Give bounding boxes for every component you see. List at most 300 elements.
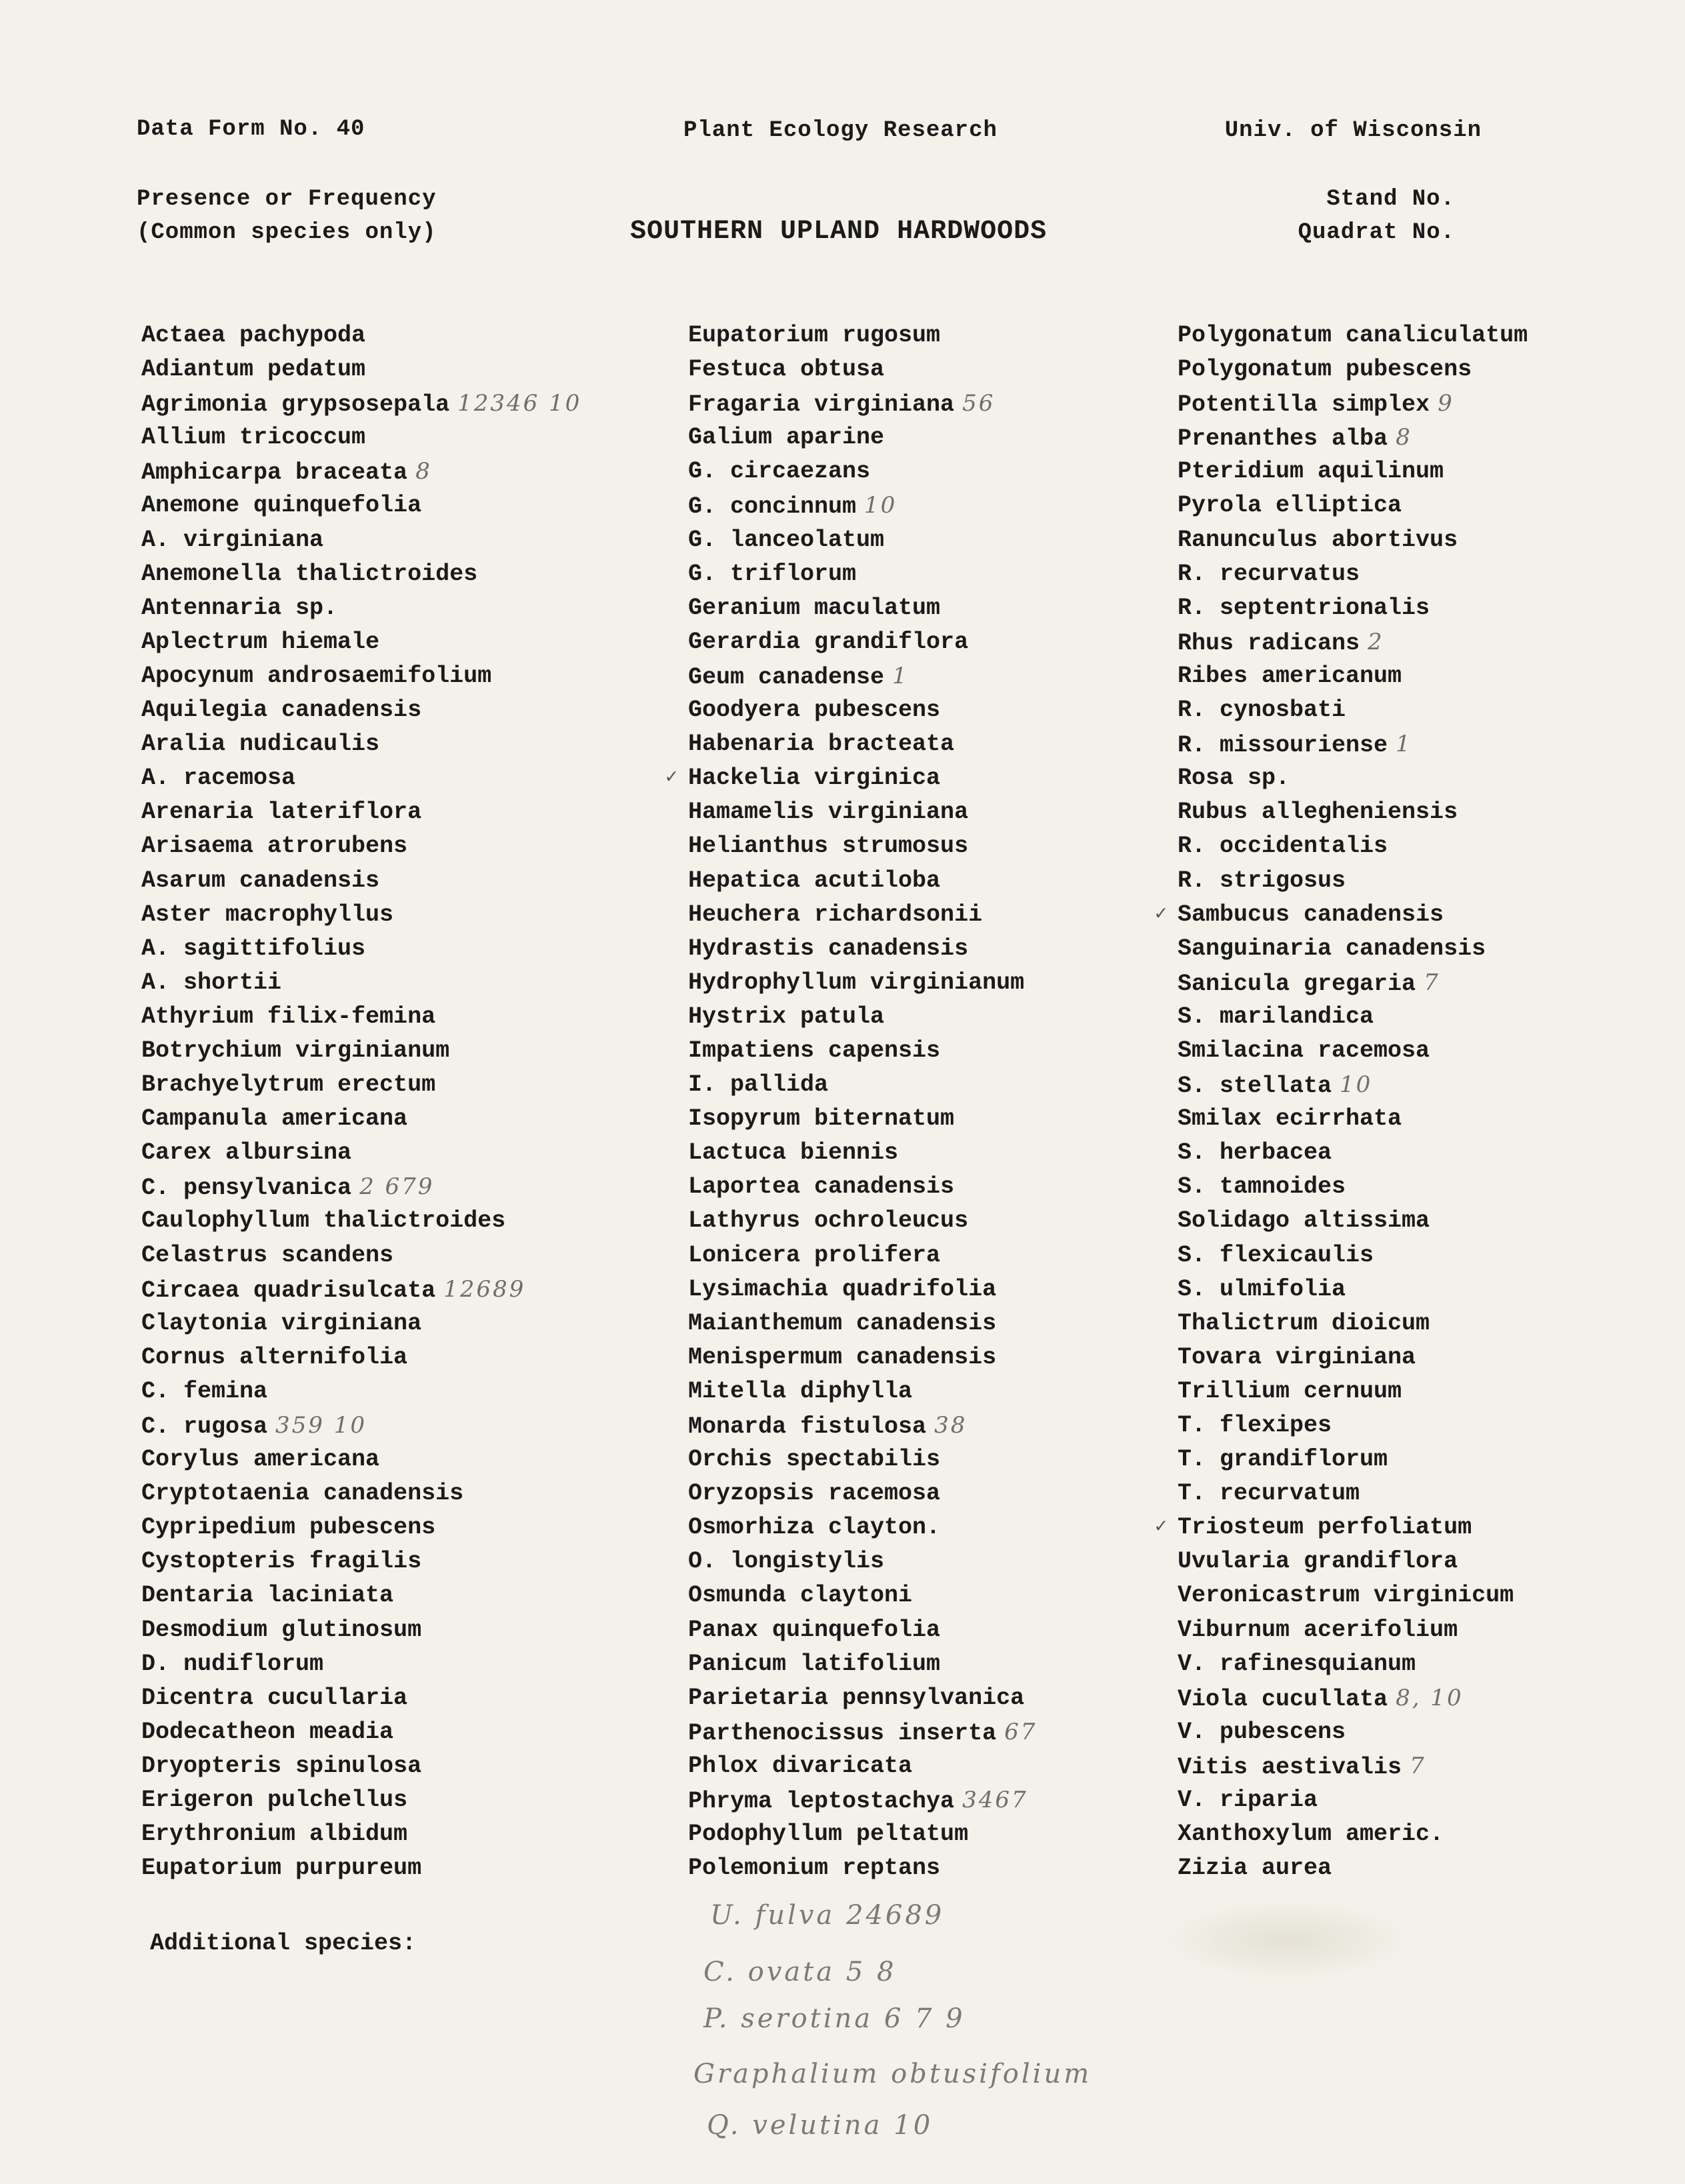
- species-name: Antennaria sp.: [141, 594, 338, 621]
- species-name: Fragaria virginiana: [688, 391, 955, 419]
- handwritten-quadrat-note: 2 679: [359, 1173, 435, 1201]
- species-row: [688, 1273, 1037, 1307]
- species-row: [688, 1851, 1037, 1885]
- species-row: [688, 1204, 1037, 1238]
- species-name: R. recurvatus: [1178, 560, 1360, 587]
- species-row: [688, 1307, 1037, 1341]
- species-row: [141, 1375, 581, 1409]
- species-name: Gerardia grandiflora: [688, 628, 969, 655]
- species-name: Galium aparine: [688, 424, 885, 451]
- species-name: S. flexicaulis: [1178, 1241, 1374, 1269]
- species-name: Polemonium reptans: [688, 1855, 941, 1882]
- species-name: Panicum latifolium: [688, 1650, 941, 1677]
- species-name: Cypripedium pubescens: [141, 1514, 436, 1541]
- species-name: Botrychium virginianum: [141, 1037, 450, 1064]
- species-name: R. cynosbati: [1178, 697, 1346, 724]
- species-row: [688, 1545, 1037, 1579]
- species-row: [1178, 1579, 1528, 1613]
- species-name: C. femina: [141, 1377, 268, 1405]
- species-name: Habenaria bracteata: [688, 731, 955, 758]
- species-row: [1178, 1204, 1528, 1238]
- species-name: Aster macrophyllus: [141, 901, 394, 928]
- species-name: Arisaema atrorubens: [141, 833, 408, 860]
- species-row: [1178, 591, 1528, 625]
- species-name: Allium tricoccum: [141, 424, 366, 451]
- species-row: [1178, 353, 1528, 387]
- species-row: [1178, 1613, 1528, 1647]
- species-name: T. recurvatum: [1178, 1480, 1360, 1507]
- species-row: [688, 1477, 1037, 1511]
- handwritten-quadrat-note: 10: [864, 492, 898, 519]
- species-name: Cornus alternifolia: [141, 1343, 408, 1371]
- species-row: [688, 659, 1037, 693]
- species-name: Desmodium glutinosum: [141, 1616, 422, 1643]
- species-row: [688, 1239, 1037, 1273]
- species-row: [141, 898, 581, 932]
- handwritten-quadrat-note: 38: [934, 1412, 968, 1439]
- handwritten-quadrat-note: 8, 10: [1396, 1684, 1464, 1711]
- handwritten-quadrat-note: 56: [962, 390, 996, 417]
- species-name: Hepatica acutiloba: [688, 867, 941, 894]
- species-row: [141, 1477, 581, 1511]
- species-row: [1178, 932, 1528, 966]
- handwritten-quadrat-note: 359 10: [275, 1412, 367, 1439]
- species-row: [688, 693, 1037, 727]
- species-row: [688, 387, 1037, 421]
- species-name: Oryzopsis racemosa: [688, 1480, 941, 1507]
- species-name: Adiantum pedatum: [141, 356, 366, 383]
- species-name: Polygonatum canaliculatum: [1178, 322, 1528, 349]
- species-row: [688, 898, 1037, 932]
- species-name: Rosa sp.: [1178, 765, 1290, 792]
- species-name: Mitella diphylla: [688, 1377, 913, 1405]
- species-row: [688, 1068, 1037, 1102]
- species-row: [141, 1715, 581, 1749]
- species-name: Smilax ecirrhata: [1178, 1105, 1402, 1133]
- species-row: [141, 523, 581, 557]
- species-name: Hydrophyllum virginianum: [688, 969, 1025, 996]
- species-row: [141, 1034, 581, 1068]
- species-row: [141, 1545, 581, 1579]
- species-row: [1178, 761, 1528, 795]
- species-name: Hamamelis virginiana: [688, 799, 969, 826]
- species-name: Corylus americana: [141, 1446, 380, 1473]
- species-row: [141, 1068, 581, 1102]
- species-name: Isopyrum biternatum: [688, 1105, 955, 1133]
- measure-line-1: Presence or Frequency: [137, 187, 437, 212]
- species-name: Osmorhiza clayton.: [688, 1514, 941, 1541]
- species-row: [1178, 1409, 1528, 1443]
- species-row: [1178, 864, 1528, 898]
- species-name: Viburnum acerifolium: [1178, 1616, 1458, 1643]
- species-row: [141, 489, 581, 523]
- species-row: [141, 1409, 581, 1443]
- species-row: [688, 1817, 1037, 1851]
- species-row: [1178, 421, 1528, 455]
- species-row: [141, 1511, 581, 1545]
- species-name: Anemone quinquefolia: [141, 492, 422, 519]
- handwritten-quadrat-note: 7: [1424, 969, 1440, 996]
- species-row: [688, 864, 1037, 898]
- species-name: G. triflorum: [688, 560, 857, 587]
- species-row: [141, 557, 581, 591]
- species-row: [141, 319, 581, 353]
- species-name: Hackelia virginica: [688, 765, 941, 792]
- species-row: [141, 1307, 581, 1341]
- species-row: [688, 1681, 1037, 1715]
- species-name: Triosteum perfoliatum: [1178, 1514, 1472, 1541]
- species-row: [688, 1034, 1037, 1068]
- species-row: [141, 591, 581, 625]
- project-name: Plant Ecology Research: [683, 118, 998, 143]
- species-name: Lactuca biennis: [688, 1139, 899, 1167]
- species-row: [1178, 693, 1528, 727]
- species-name: Dryopteris spinulosa: [141, 1752, 422, 1779]
- handwritten-species-5: Q. velutina 10: [707, 2110, 934, 2141]
- measure-line-2: (Common species only): [137, 220, 437, 245]
- form-number: Data Form No. 40: [137, 117, 365, 142]
- species-name: Ranunculus abortivus: [1178, 526, 1458, 553]
- species-name: S. herbacea: [1178, 1139, 1332, 1167]
- species-row: [688, 1613, 1037, 1647]
- species-row: [141, 727, 581, 761]
- species-name: G. lanceolatum: [688, 526, 885, 553]
- species-name: Caulophyllum thalictroides: [141, 1207, 506, 1235]
- species-name: Menispermum canadensis: [688, 1343, 997, 1371]
- species-name: Dodecatheon meadia: [141, 1718, 394, 1745]
- species-row: [1155, 1511, 1528, 1545]
- species-name: Heuchera richardsonii: [688, 901, 983, 928]
- handwritten-quadrat-note: 9: [1438, 390, 1454, 417]
- species-name: Pyrola elliptica: [1178, 492, 1402, 519]
- species-row: [1178, 1647, 1528, 1681]
- handwritten-quadrat-note: 8: [1396, 424, 1412, 451]
- species-name: Erigeron pulchellus: [141, 1787, 408, 1814]
- species-name: A. racemosa: [141, 765, 296, 792]
- species-name: Apocynum androsaemifolium: [141, 662, 492, 689]
- species-row: [1178, 387, 1528, 421]
- species-row: [688, 1749, 1037, 1783]
- species-name: Goodyera pubescens: [688, 697, 941, 724]
- species-row: [688, 489, 1037, 523]
- species-row: [1178, 1341, 1528, 1375]
- species-name: S. tamnoides: [1178, 1173, 1346, 1201]
- species-name: Amphicarpa braceata: [141, 459, 408, 487]
- species-row: [1178, 319, 1528, 353]
- handwritten-quadrat-note: 2: [1368, 628, 1384, 655]
- species-name: Polygonatum pubescens: [1178, 356, 1472, 383]
- species-row: [1178, 1851, 1528, 1885]
- species-name: Claytonia virginiana: [141, 1309, 422, 1337]
- species-name: Vitis aestivalis: [1178, 1753, 1402, 1781]
- species-name: Hystrix patula: [688, 1003, 885, 1030]
- species-name: Smilacina racemosa: [1178, 1037, 1430, 1064]
- stand-number-label: Stand No.: [1326, 187, 1455, 212]
- handwritten-quadrat-note: 67: [1004, 1718, 1038, 1745]
- species-row: [141, 1204, 581, 1238]
- species-row: [688, 455, 1037, 489]
- species-name: C. rugosa: [141, 1413, 268, 1440]
- species-row: [688, 1102, 1037, 1136]
- species-row: [1178, 1715, 1528, 1749]
- species-name: Thalictrum dioicum: [1178, 1309, 1430, 1337]
- species-name: T. grandiflorum: [1178, 1446, 1388, 1473]
- species-row: [141, 1000, 581, 1034]
- species-name: Rhus radicans: [1178, 629, 1360, 657]
- species-row: [688, 353, 1037, 387]
- species-name: Aplectrum hiemale: [141, 628, 380, 655]
- species-row: [141, 932, 581, 966]
- species-row: [141, 625, 581, 659]
- species-row: [688, 966, 1037, 1000]
- species-row: [1178, 1681, 1528, 1715]
- species-name: A. virginiana: [141, 526, 324, 553]
- species-name: Impatiens capensis: [688, 1037, 941, 1064]
- species-name: G. concinnum: [688, 493, 857, 521]
- species-name: Brachyelytrum erectum: [141, 1071, 436, 1099]
- species-row: [688, 795, 1037, 829]
- handwritten-quadrat-note: 1: [892, 662, 909, 689]
- species-row: [141, 864, 581, 898]
- species-row: [141, 455, 581, 489]
- species-row: [1178, 1783, 1528, 1817]
- species-row: [665, 761, 1037, 795]
- species-name: Podophyllum peltatum: [688, 1821, 969, 1848]
- species-name: I. pallida: [688, 1071, 829, 1099]
- species-name: V. rafinesquianum: [1178, 1650, 1416, 1677]
- handwritten-species-1: U. fulva 24689: [710, 1900, 945, 1931]
- additional-species-label: Additional species:: [150, 1930, 417, 1957]
- species-row: [141, 1136, 581, 1170]
- handwritten-quadrat-note: 1: [1396, 731, 1412, 758]
- species-name: Erythronium albidum: [141, 1821, 408, 1848]
- species-row: [688, 932, 1037, 966]
- species-name: Athyrium filix-femina: [141, 1003, 436, 1030]
- species-row: [141, 761, 581, 795]
- species-name: Pteridium aquilinum: [1178, 458, 1444, 485]
- handwritten-species-4: Graphalium obtusifolium: [693, 2059, 1092, 2089]
- species-row: [141, 387, 581, 421]
- species-row: [688, 829, 1037, 863]
- species-row: [141, 1647, 581, 1681]
- species-name: Dicentra cucullaria: [141, 1684, 408, 1711]
- species-name: Anemonella thalictroides: [141, 560, 478, 587]
- species-row: [1178, 1749, 1528, 1783]
- species-name: S. stellata: [1178, 1073, 1332, 1100]
- species-name: Phlox divaricata: [688, 1752, 913, 1779]
- species-row: [688, 1715, 1037, 1749]
- check-mark-icon: ✓: [1155, 1516, 1168, 1539]
- species-name: Potentilla simplex: [1178, 391, 1430, 419]
- species-name: Laportea canadensis: [688, 1173, 955, 1201]
- species-row: [1178, 557, 1528, 591]
- handwritten-quadrat-note: 10: [1340, 1071, 1373, 1099]
- species-row: [141, 1579, 581, 1613]
- species-row: [1178, 1170, 1528, 1204]
- species-row: [688, 1136, 1037, 1170]
- species-column-1: [141, 319, 581, 1885]
- species-row: [688, 1170, 1037, 1204]
- species-row: [141, 659, 581, 693]
- handwritten-quadrat-note: 7: [1410, 1752, 1426, 1779]
- paper-stain: [1160, 1900, 1414, 1980]
- species-name: R. septentrionalis: [1178, 594, 1430, 621]
- species-row: [1178, 455, 1528, 489]
- species-name: Lathyrus ochroleucus: [688, 1207, 969, 1235]
- species-row: [688, 1579, 1037, 1613]
- handwritten-quadrat-note: 12346 10: [457, 390, 582, 417]
- species-row: [141, 1273, 581, 1307]
- species-row: [1178, 1273, 1528, 1307]
- species-name: Celastrus scandens: [141, 1241, 394, 1269]
- species-name: Aquilegia canadensis: [141, 697, 422, 724]
- species-row: [1178, 795, 1528, 829]
- species-row: [688, 421, 1037, 455]
- species-name: Agrimonia grypsosepala: [141, 391, 450, 419]
- species-row: [141, 795, 581, 829]
- species-row: [141, 1613, 581, 1647]
- quadrat-number-label: Quadrat No.: [1298, 220, 1455, 245]
- species-row: [1178, 1136, 1528, 1170]
- species-row: [688, 1783, 1037, 1817]
- species-row: [141, 1681, 581, 1715]
- species-name: T. flexipes: [1178, 1412, 1332, 1439]
- species-row: [141, 1783, 581, 1817]
- species-name: Actaea pachypoda: [141, 322, 366, 349]
- species-row: [141, 1851, 581, 1885]
- species-name: Phryma leptostachya: [688, 1788, 955, 1815]
- species-row: [141, 1443, 581, 1477]
- institution: Univ. of Wisconsin: [1224, 118, 1482, 143]
- species-name: Dentaria laciniata: [141, 1582, 394, 1609]
- species-name: Geum canadense: [688, 663, 885, 691]
- page-title: SOUTHERN UPLAND HARDWOODS: [630, 217, 1048, 247]
- species-row: [1178, 829, 1528, 863]
- species-name: Asarum canadensis: [141, 867, 380, 894]
- species-name: Maianthemum canadensis: [688, 1309, 997, 1337]
- species-name: Eupatorium rugosum: [688, 322, 941, 349]
- species-row: [141, 1341, 581, 1375]
- species-name: Zizia aurea: [1178, 1855, 1332, 1882]
- species-name: Sanicula gregaria: [1178, 970, 1416, 997]
- species-row: [141, 421, 581, 455]
- species-name: Sanguinaria canadensis: [1178, 935, 1486, 962]
- species-row: [1178, 1545, 1528, 1579]
- species-row: [1178, 659, 1528, 693]
- species-name: Cystopteris fragilis: [141, 1548, 422, 1575]
- species-name: Hydrastis canadensis: [688, 935, 969, 962]
- species-name: A. sagittifolius: [141, 935, 366, 962]
- species-row: [141, 1170, 581, 1204]
- species-name: Geranium maculatum: [688, 594, 941, 621]
- species-row: [688, 1443, 1037, 1477]
- species-name: R. missouriense: [1178, 732, 1388, 759]
- handwritten-species-3: P. serotina 6 7 9: [703, 2003, 966, 2034]
- species-row: [1178, 727, 1528, 761]
- species-row: [1178, 966, 1528, 1000]
- species-name: Viola cucullata: [1178, 1685, 1388, 1713]
- species-name: Aralia nudicaulis: [141, 731, 380, 758]
- species-column-3: [1155, 319, 1528, 1885]
- species-name: Osmunda claytoni: [688, 1582, 913, 1609]
- species-name: V. riparia: [1178, 1787, 1318, 1814]
- species-name: Solidago altissima: [1178, 1207, 1430, 1235]
- species-name: Campanula americana: [141, 1105, 408, 1133]
- species-row: [141, 693, 581, 727]
- species-row: [1178, 1000, 1528, 1034]
- species-name: S. ulmifolia: [1178, 1275, 1346, 1303]
- species-name: Cryptotaenia canadensis: [141, 1480, 464, 1507]
- species-name: Parietaria pennsylvanica: [688, 1684, 1025, 1711]
- species-name: Eupatorium purpureum: [141, 1855, 422, 1882]
- species-row: [688, 523, 1037, 557]
- handwritten-quadrat-note: 8: [415, 458, 432, 485]
- handwritten-quadrat-note: 12689: [443, 1275, 526, 1303]
- species-row: [141, 353, 581, 387]
- species-column-2: [665, 319, 1038, 1885]
- species-row: [1155, 898, 1528, 932]
- species-row: [688, 625, 1037, 659]
- species-name: A. shortii: [141, 969, 282, 996]
- check-mark-icon: ✓: [665, 767, 678, 790]
- species-row: [688, 591, 1037, 625]
- check-mark-icon: ✓: [1155, 903, 1168, 926]
- species-row: [1178, 1817, 1528, 1851]
- species-row: [1178, 1102, 1528, 1136]
- species-row: [688, 1375, 1037, 1409]
- species-name: Lysimachia quadrifolia: [688, 1275, 997, 1303]
- species-name: Parthenocissus inserta: [688, 1719, 997, 1747]
- species-name: Helianthus strumosus: [688, 833, 969, 860]
- species-row: [1178, 625, 1528, 659]
- species-row: [688, 319, 1037, 353]
- species-name: D. nudiflorum: [141, 1650, 324, 1677]
- species-row: [1178, 1443, 1528, 1477]
- species-name: G. circaezans: [688, 458, 871, 485]
- species-row: [688, 1511, 1037, 1545]
- species-name: S. marilandica: [1178, 1003, 1374, 1030]
- species-row: [141, 829, 581, 863]
- species-name: Carex albursina: [141, 1139, 352, 1167]
- species-name: O. longistylis: [688, 1548, 885, 1575]
- species-name: Sambucus canadensis: [1178, 901, 1444, 928]
- species-row: [141, 1102, 581, 1136]
- species-row: [1178, 1375, 1528, 1409]
- species-name: Prenanthes alba: [1178, 425, 1388, 453]
- species-name: R. occidentalis: [1178, 833, 1388, 860]
- species-name: C. pensylvanica: [141, 1175, 352, 1202]
- species-name: Lonicera prolifera: [688, 1241, 941, 1269]
- species-name: R. strigosus: [1178, 867, 1346, 894]
- species-row: [1178, 1068, 1528, 1102]
- species-row: [141, 1817, 581, 1851]
- species-row: [1178, 523, 1528, 557]
- species-row: [1178, 1477, 1528, 1511]
- species-row: [688, 1647, 1037, 1681]
- species-row: [1178, 1034, 1528, 1068]
- species-name: Trillium cernuum: [1178, 1377, 1402, 1405]
- species-row: [688, 727, 1037, 761]
- species-row: [688, 557, 1037, 591]
- species-name: Circaea quadrisulcata: [141, 1277, 436, 1304]
- species-name: Rubus allegheniensis: [1178, 799, 1458, 826]
- species-name: Tovara virginiana: [1178, 1343, 1416, 1371]
- species-name: Monarda fistulosa: [688, 1413, 927, 1440]
- species-row: [1178, 1239, 1528, 1273]
- species-row: [1178, 1307, 1528, 1341]
- species-name: V. pubescens: [1178, 1718, 1346, 1745]
- species-row: [688, 1341, 1037, 1375]
